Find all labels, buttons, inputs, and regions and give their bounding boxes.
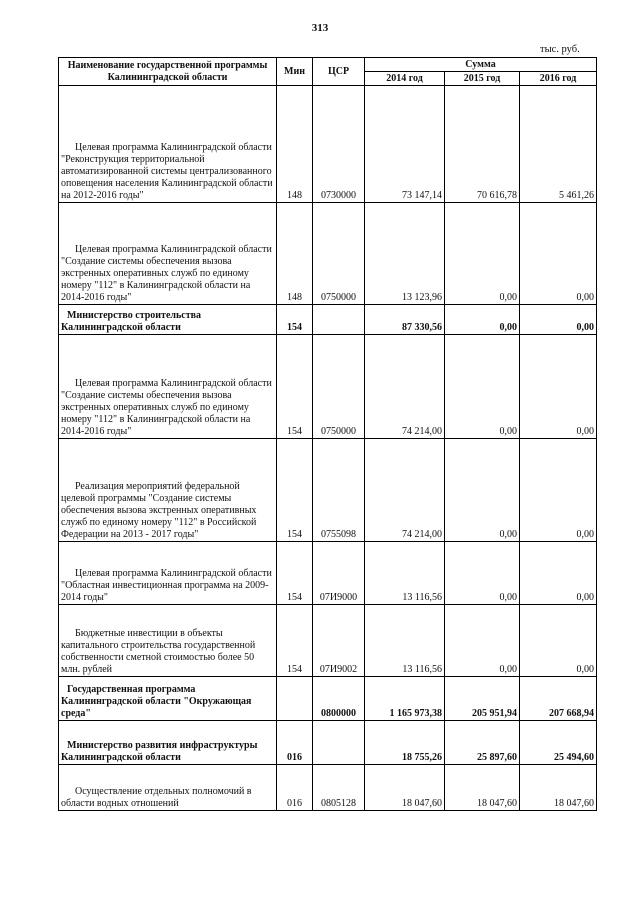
table-row: [59, 305, 597, 335]
row-2016: 0,00: [520, 605, 597, 677]
row-csr: 0750000: [313, 335, 365, 439]
row-2016: 5 461,26: [520, 86, 597, 203]
row-2014: 18 047,60: [365, 765, 445, 811]
header-sum: Сумма: [365, 58, 597, 72]
row-2015: 70 616,78: [445, 86, 520, 203]
table-row: [59, 542, 597, 605]
row-min: 154: [277, 335, 313, 439]
row-min: 154: [277, 439, 313, 542]
row-csr: 0800000: [313, 677, 365, 721]
row-name: Министерство развития инфраструктуры Калининградской области: [59, 721, 277, 765]
row-min: 154: [277, 605, 313, 677]
header-name: Наименование государственной программы Калининградской области: [59, 58, 277, 86]
header-2015: 2015 год: [445, 72, 520, 86]
row-csr: 0805128: [313, 765, 365, 811]
row-2015: 0,00: [445, 542, 520, 605]
row-name: Осуществление отдельных полномочий в области водных отношений: [59, 765, 277, 811]
row-2014: 13 116,56: [365, 542, 445, 605]
row-csr: 0750000: [313, 203, 365, 305]
row-name: Целевая программа Калининградской области "Создание системы обеспечения вызова экстренных оперативных служб по единому номеру "112" в Калининградской области на 2014-2016 годы": [59, 203, 277, 305]
table-row: [59, 203, 597, 305]
table-row: [59, 335, 597, 439]
row-min: [277, 677, 313, 721]
row-csr: [313, 305, 365, 335]
row-name: Целевая программа Калининградской области "Создание системы обеспечения вызова экстренных оперативных служб по единому номеру "112" в Калининградской области на 2014-2016 годы": [59, 335, 277, 439]
row-name: Бюджетные инвестиции в объекты капитального строительства государственной собственности сметной стоимостью более 50 млн. рублей: [59, 605, 277, 677]
row-name: Реализация мероприятий федеральной целевой программы "Создание системы обеспечения вызова экстренных оперативных служб по единому номеру "112" в Российской Федерации на 2013 - 2017 годы": [59, 439, 277, 542]
row-2014: 13 123,96: [365, 203, 445, 305]
row-2014: 13 116,56: [365, 605, 445, 677]
row-name: Целевая программа Калининградской области "Областная инвестиционная программа на 2009-2014 годы": [59, 542, 277, 605]
row-2014: 1 165 973,38: [365, 677, 445, 721]
row-csr: 0755098: [313, 439, 365, 542]
row-min: 016: [277, 721, 313, 765]
table-row: [59, 86, 597, 203]
page-number: 313: [311, 22, 329, 34]
table-row: [59, 765, 597, 811]
row-2015: 18 047,60: [445, 765, 520, 811]
row-min: 154: [277, 542, 313, 605]
row-2015: 0,00: [445, 335, 520, 439]
row-2016: 0,00: [520, 203, 597, 305]
row-name: Целевая программа Калининградской области "Реконструкция территориальной автоматизированной системы централизованного оповещения населения Калининградской области на 2012-2016 годы": [59, 86, 277, 203]
row-name: Государственная программа Калининградской области "Окружающая среда": [59, 677, 277, 721]
row-name: Министерство строительства Калининградской области: [59, 305, 277, 335]
row-2016: 207 668,94: [520, 677, 597, 721]
row-2014: 74 214,00: [365, 439, 445, 542]
row-csr: [313, 721, 365, 765]
row-2014: 18 755,26: [365, 721, 445, 765]
row-csr: 07И9000: [313, 542, 365, 605]
row-2016: 0,00: [520, 335, 597, 439]
row-2015: 0,00: [445, 203, 520, 305]
row-2014: 73 147,14: [365, 86, 445, 203]
row-2016: 0,00: [520, 305, 597, 335]
header-min: Мин: [277, 58, 313, 86]
table-row: [59, 605, 597, 677]
row-csr: 07И9002: [313, 605, 365, 677]
table-row: [59, 721, 597, 765]
header-2014: 2014 год: [365, 72, 445, 86]
row-2014: 87 330,56: [365, 305, 445, 335]
row-min: 148: [277, 203, 313, 305]
row-min: 016: [277, 765, 313, 811]
table-row: [59, 439, 597, 542]
header-csr: ЦСР: [313, 58, 365, 86]
budget-table: [58, 57, 597, 811]
row-2016: 0,00: [520, 439, 597, 542]
row-2015: 25 897,60: [445, 721, 520, 765]
row-2015: 205 951,94: [445, 677, 520, 721]
row-2014: 74 214,00: [365, 335, 445, 439]
row-2015: 0,00: [445, 439, 520, 542]
row-csr: 0730000: [313, 86, 365, 203]
row-2015: 0,00: [445, 605, 520, 677]
row-2016: 18 047,60: [520, 765, 597, 811]
row-2016: 25 494,60: [520, 721, 597, 765]
header-2016: 2016 год: [520, 72, 597, 86]
table-row: [59, 677, 597, 721]
row-2016: 0,00: [520, 542, 597, 605]
row-2015: 0,00: [445, 305, 520, 335]
units-label: тыс. руб.: [540, 44, 580, 55]
row-min: 148: [277, 86, 313, 203]
row-min: 154: [277, 305, 313, 335]
